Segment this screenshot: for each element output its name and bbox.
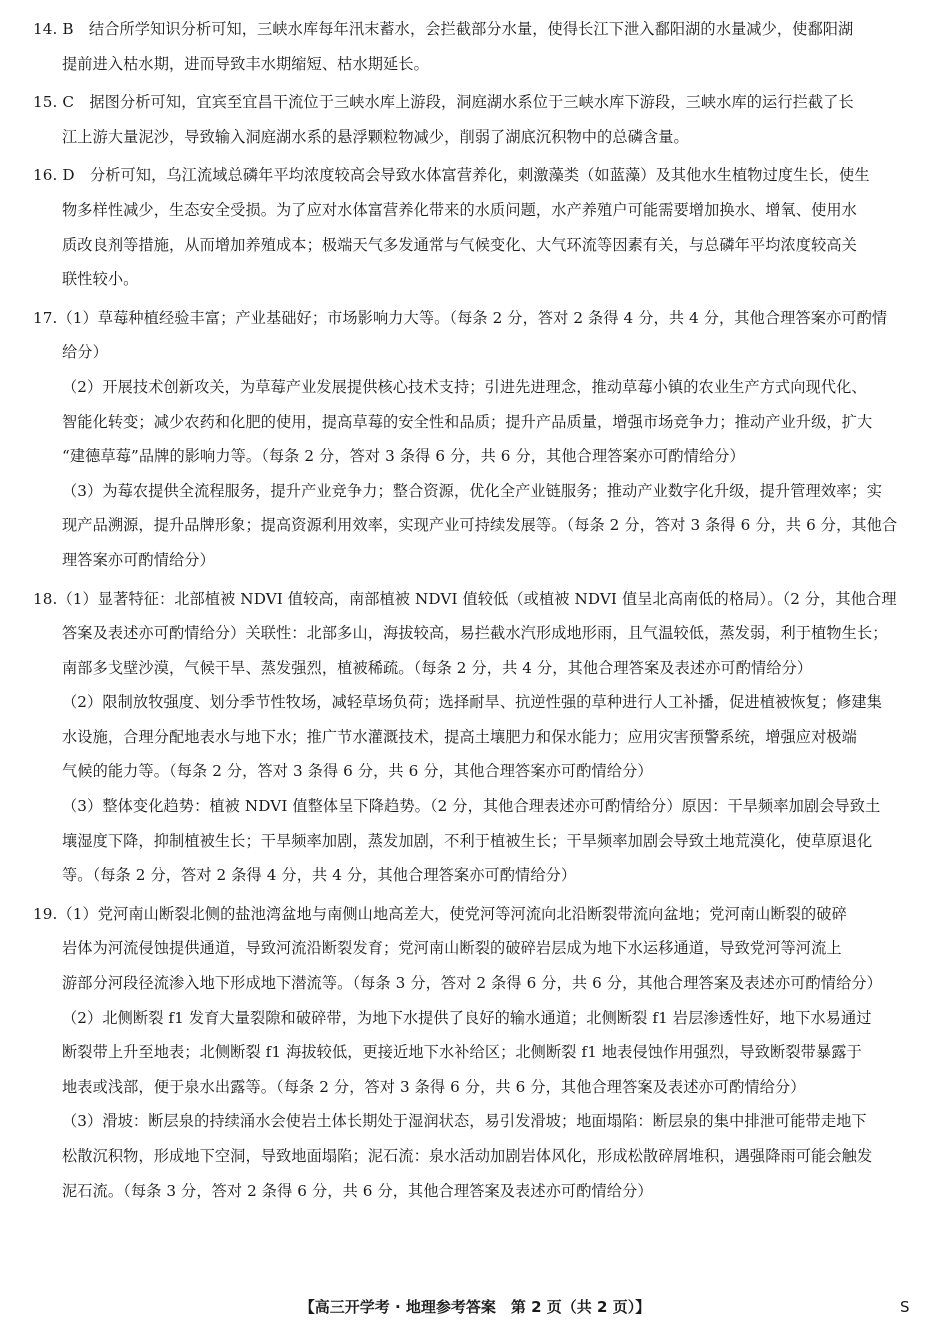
footer-letter: S <box>900 1298 910 1316</box>
answer-line: 15. C 据图分析可知，宜宾至宜昌干流位于三峡水库上游段，洞庭湖水系位于三峡水库下游段，三峡水库的运行拦截了长 <box>33 93 854 112</box>
answer-line: （2）开展技术创新攻关，为草莓产业发展提供核心技术支持；引进先进理念，推动草莓小镇的农业生产方式向现代化、 <box>62 377 867 396</box>
answer-line: 14. B 结合所学知识分析可知，三峡水库每年汛末蓄水，会拦截部分水量，使得长江下泄入鄱阳湖的水量减少，使鄱阳湖 <box>33 20 854 38</box>
answer-line: 智能化转变；减少农药和化肥的使用，提高草莓的安全性和品质；提升产品质量，增强市场竞争力；推动产业升级，扩大 <box>62 412 873 431</box>
answer-line: 地表或浅部，便于泉水出露等。（每条 2 分，答对 3 条得 6 分，共 6 分，其他合理答案及表述亦可酌情给分） <box>62 1077 806 1096</box>
answer-line: 给分） <box>62 343 108 362</box>
answer-item-19 <box>33 897 918 1208</box>
answer-line: （3）滑坡：断层泉的持续涌水会使岩土体长期处于湿润状态，易引发滑坡；地面塌陷：断层泉的集中排泄可能带走地下 <box>62 1112 867 1131</box>
answer-line: 答案及表述亦可酌情给分）关联性：北部多山，海拔较高，易拦截水汽形成地形雨，且气温较低，蒸发弱，利于植物生长； <box>62 624 888 643</box>
answer-line: 物多样性减少，生态安全受损。为了应对水体富营养化带来的水质问题，水产养殖户可能需要增加换水、增氧、使用水 <box>62 200 857 219</box>
answer-line: 壤湿度下降，抑制植被生长；干旱频率加剧，蒸发加剧，不利于植被生长；干旱频率加剧会导致土地荒漠化，使草原退化 <box>62 831 873 850</box>
answer-item-17 <box>33 301 918 578</box>
answer-line: 水设施，合理分配地表水与地下水；推广节水灌溉技术，提高土壤肥力和保水能力；应用灾害预警系统，增强应对极端 <box>62 727 857 746</box>
answer-line: （3）为莓农提供全流程服务，提升产业竞争力；整合资源，优化全产业链服务；推动产业数字化升级，提升管理效率；实 <box>62 481 882 500</box>
answer-item-16 <box>33 158 918 296</box>
answer-line: 提前进入枯水期，进而导致丰水期缩短、枯水期延长。 <box>62 54 429 73</box>
answer-line: 气候的能力等。（每条 2 分，答对 3 条得 6 分，共 6 分，其他合理答案亦可酌情给分） <box>62 762 653 781</box>
answer-line: 游部分河段径流渗入地下形成地下潜流等。（每条 3 分，答对 2 条得 6 分，共 6 分，其他合理答案及表述亦可酌情给分） <box>62 974 882 993</box>
answer-line: 岩体为河流侵蚀提供通道，导致河流沿断裂发育；党河南山断裂的破碎岩层成为地下水运移通道，导致党河等河流上 <box>62 939 842 958</box>
answer-line: 南部多戈壁沙漠，气候干旱、蒸发强烈，植被稀疏。（每条 2 分，共 4 分，其他合理答案及表述亦可酌情给分） <box>62 658 813 677</box>
answer-line: 断裂带上升至地表；北侧断裂 f1 海拔较低，更接近地下水补给区；北侧断裂 f1 地表侵蚀作用强烈，导致断裂带暴露于 <box>62 1043 862 1062</box>
page-footer: 【高三开学考 · 地理参考答案 第 2 页（共 2 页）】 <box>299 1298 651 1316</box>
answer-line: （2）北侧断裂 f1 发育大量裂隙和破碎带，为地下水提供了良好的输水通道；北侧断裂 f1 岩层渗透性好，地下水易通过 <box>62 1008 872 1027</box>
answer-line: 质改良剂等措施，从而增加养殖成本；极端天气多发通常与气候变化、大气环流等因素有关，与总磷年平均浓度较高关 <box>62 235 857 254</box>
answer-line: 泥石流。（每条 3 分，答对 2 条得 6 分，共 6 分，其他合理答案及表述亦可酌情给分） <box>62 1181 653 1200</box>
answer-line: 理答案亦可酌情给分） <box>62 550 215 569</box>
answer-line: 17.（1）草莓种植经验丰富；产业基础好；市场影响力大等。（每条 2 分，答对 2 条得 4 分，共 4 分，其他合理答案亦可酌情 <box>33 308 888 327</box>
answer-line: 江上游大量泥沙，导致输入洞庭湖水系的悬浮颗粒物减少，削弱了湖底沉积物中的总磷含量。 <box>62 127 689 146</box>
answer-line: 联性较小。 <box>62 270 139 289</box>
answer-line: 19.（1）党河南山断裂北侧的盐池湾盆地与南侧山地高差大，使党河等河流向北沿断裂带流向盆地；党河南山断裂的破碎 <box>33 904 847 923</box>
answer-content <box>33 12 918 1212</box>
answer-line: “建德草莓”品牌的影响力等。（每条 2 分，答对 3 条得 6 分，共 6 分，其他合理答案亦可酌情给分） <box>62 447 745 466</box>
answer-line: 18.（1）显著特征：北部植被 NDVI 值较高，南部植被 NDVI 值较低（或植被 NDVI 值呈北高南低的格局）。（2 分，其他合理 <box>33 589 897 608</box>
answer-line: （3）整体变化趋势：植被 NDVI 值整体呈下降趋势。（2 分，其他合理表述亦可酌情给分）原因：干旱频率加剧会导致土 <box>62 797 881 816</box>
answer-line: 现产品溯源，提升品牌形象；提高资源利用效率，实现产业可持续发展等。（每条 2 分，答对 3 条得 6 分，共 6 分，其他合 <box>62 516 898 535</box>
answer-item-14 <box>33 12 918 81</box>
answer-item-15 <box>33 85 918 154</box>
answer-line: 16. D 分析可知，乌江流域总磷年平均浓度较高会导致水体富营养化，刺激藻类（如蓝藻）及其他水生植物过度生长，使生 <box>33 166 870 185</box>
answer-line: （2）限制放牧强度、划分季节性牧场，减轻草场负荷；选择耐旱、抗逆性强的草种进行人工补播，促进植被恢复；修建集 <box>62 693 882 712</box>
answer-item-18 <box>33 582 918 893</box>
answer-line: 等。（每条 2 分，答对 2 条得 4 分，共 4 分，其他合理答案亦可酌情给分） <box>62 866 577 885</box>
answer-line: 松散沉积物，形成地下空洞，导致地面塌陷；泥石流：泉水活动加剧岩体风化，形成松散碎屑堆积，遇强降雨可能会触发 <box>62 1147 873 1165</box>
